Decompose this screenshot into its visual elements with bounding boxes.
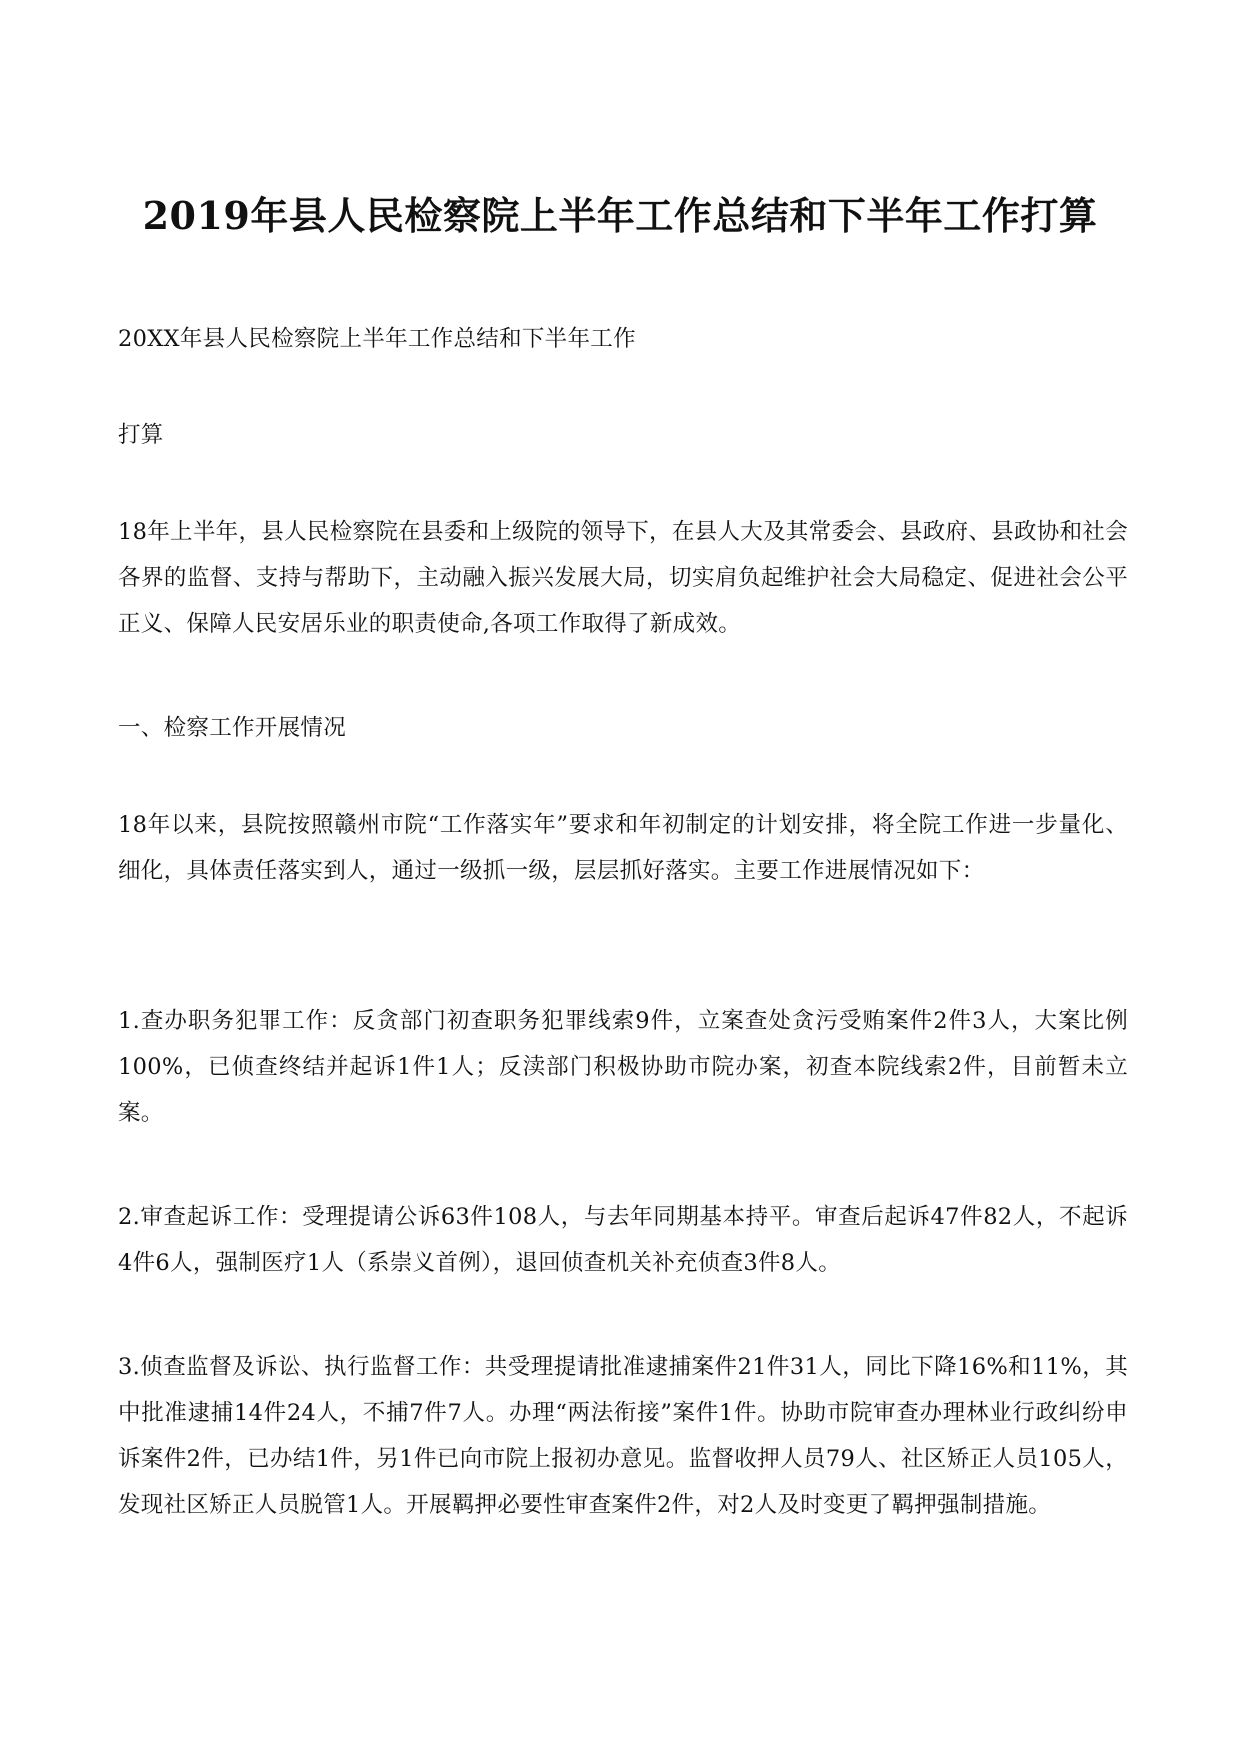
item-1-paragraph: 1.查办职务犯罪工作：反贪部门初查职务犯罪线索9件，立案查处贪污受贿案件2件3人，大案比例100%，已侦查终结并起诉1件1人；反渎部门积极协助市院办案，初查本院线索2件，目前暂未立案。 <box>118 1008 1128 1126</box>
overview-paragraph: 18年以来，县院按照赣州市院“工作落实年”要求和年初制定的计划安排，将全院工作进一步量化、细化，具体责任落实到人，通过一级抓一级，层层抓好落实。主要工作进展情况如下： <box>118 812 1128 884</box>
item-3-paragraph: 3.侦查监督及诉讼、执行监督工作：共受理提请批准逮捕案件21件31人，同比下降16%和11%，其中批准逮捕14件24人，不捕7件7人。办理“两法衔接”案件1件。协助市院审查办理林业行政纠纷申诉案件2件，已办结1件，另1件已向市院上报初办意见。监督收押人员79人、社区矫正人员105人，发现社区矫正人员脱管1人。开展羁押必要性审查案件2件，对2人及时变更了羁押强制措施。 <box>118 1354 1128 1518</box>
item-2-paragraph: 2.审查起诉工作：受理提请公诉63件108人，与去年同期基本持平。审查后起诉47件82人，不起诉4件6人，强制医疗1人（系崇义首例），退回侦查机关补充侦查3件8人。 <box>118 1204 1128 1276</box>
section-heading: 一、检察工作开展情况 <box>118 715 347 741</box>
subtitle-line-2: 打算 <box>118 422 164 448</box>
subtitle-line-1: 20XX年县人民检察院上半年工作总结和下半年工作 <box>118 326 636 352</box>
document-title: 2019年县人民检察院上半年工作总结和下半年工作打算 <box>142 193 1098 238</box>
intro-paragraph: 18年上半年，县人民检察院在县委和上级院的领导下，在县人大及其常委会、县政府、县政协和社会各界的监督、支持与帮助下，主动融入振兴发展大局，切实肩负起维护社会大局稳定、促进社会公平正义、保障人民安居乐业的职责使命,各项工作取得了新成效。 <box>118 519 1128 637</box>
